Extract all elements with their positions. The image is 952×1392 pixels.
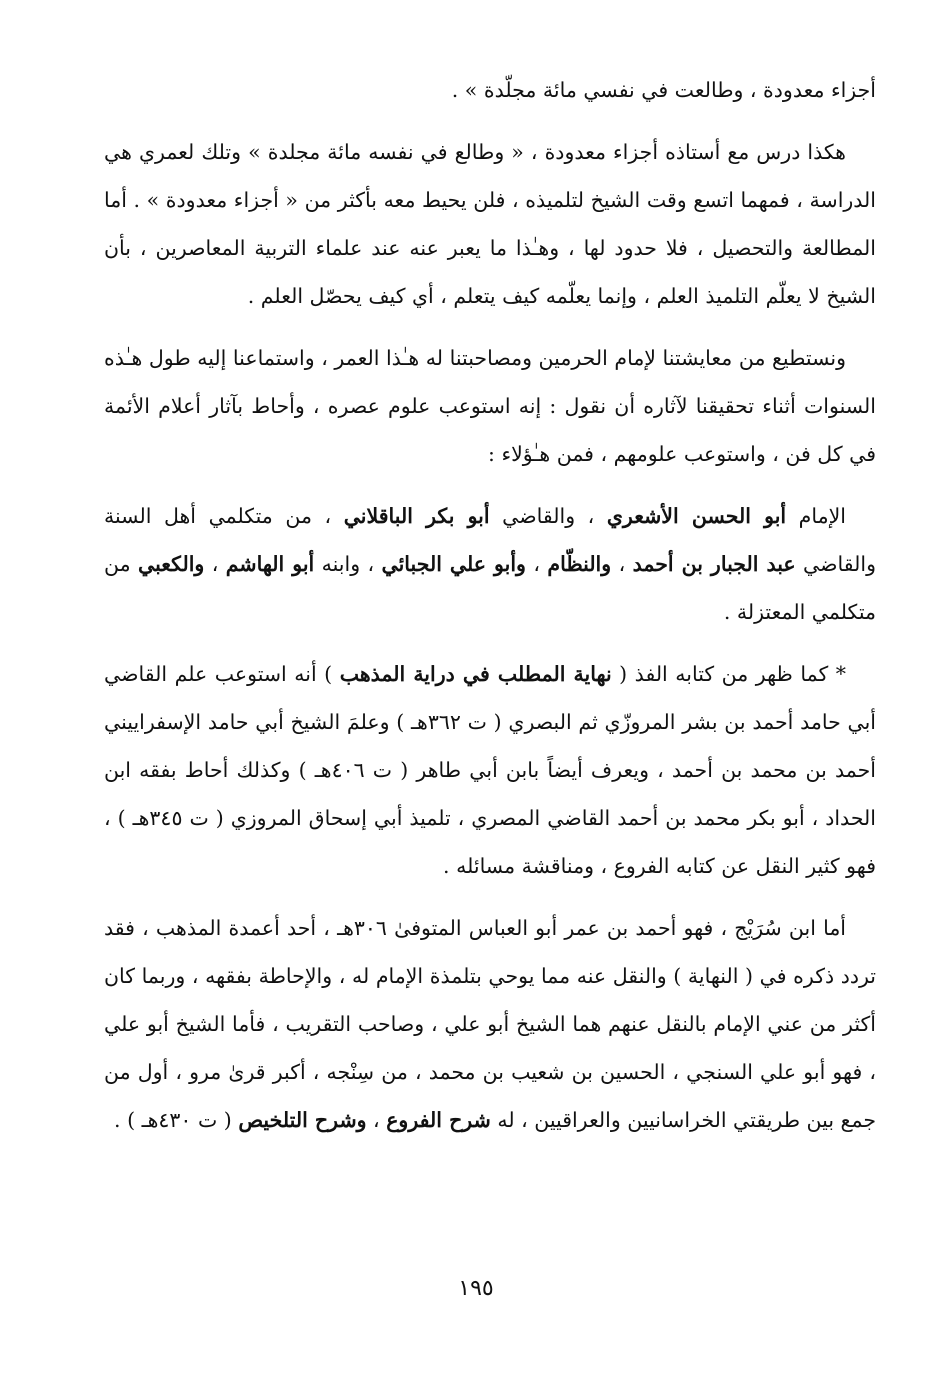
paragraph-text: ، والقاضي xyxy=(489,504,607,528)
paragraph-text: ، xyxy=(366,1108,387,1132)
page-number: ١٩٥ xyxy=(458,1276,494,1301)
book-title-bold: شرح الفروع xyxy=(386,1108,491,1132)
paragraph-text: ، xyxy=(525,552,548,576)
name-bold: والكعبي xyxy=(138,552,205,576)
paragraph-text: من متكلمي المعتزلة . xyxy=(104,552,876,624)
paragraph-text: * كما ظهر من كتابه الفذ ( xyxy=(611,662,846,686)
paragraph xyxy=(104,650,876,890)
paragraph-text: ، xyxy=(204,552,226,576)
paragraph xyxy=(104,492,876,636)
name-bold: عبد الجبار بن أحمد xyxy=(632,552,796,576)
paragraph xyxy=(104,334,876,478)
paragraph-text: ) أنه استوعب علم القاضي أبي حامد أحمد بن بشر المروزّي ثم البصري ( ت ٣٦٢هـ ) وعلمَ الشيخ أبي حامد الإسفراييني أحمد بن محمد بن أحمد ، ويعرف أيضاً بابن أبي طاهر ( ت ٤٠٦هـ ) وكذلك أحاط بفقه ابن الحداد ، أبو بكر محمد بن أحمد القاضي المصري ، تلميذ أبي إسحاق المروزي ( ت ٣٤٥هـ ) ، فهو كثير النقل عن كتابه الفروع ، ومناقشة مسائله . xyxy=(104,662,877,878)
paragraph-text: ، xyxy=(611,552,633,576)
page-body xyxy=(104,66,876,1158)
paragraph xyxy=(104,904,876,1144)
paragraph-text: أجزاء معدودة ، وطالعت في نفسي مائة مجلّدة » . xyxy=(451,78,876,102)
name-bold: أبو بكر الباقلاني xyxy=(343,504,490,528)
paragraph-text: ، من متكلمي أهل السنة والقاضي xyxy=(104,504,876,576)
name-bold: والنظّام xyxy=(547,552,612,576)
name-bold: أبو الهاشم xyxy=(225,552,315,576)
paragraph-text: ، وابنه xyxy=(314,552,382,576)
name-bold: أبو الحسن الأشعري xyxy=(606,504,787,528)
name-bold: وأبو علي الجبائي xyxy=(381,552,526,576)
paragraph-text: ونستطيع من معايشتنا لإمام الحرمين ومصاحبتنا له هـٰذا العمر ، واستماعنا إليه طول هـٰذه السنوات أثناء تحقيقنا لآثاره أن نقول : إنه استوعب علوم عصره ، وأحاط بآثار أعلام الأئمة في كل فن ، واستوعب علومهم ، فمن هـٰؤلاء : xyxy=(104,346,876,466)
paragraph-text: الإمام xyxy=(786,504,846,528)
book-title-bold: نهاية المطلب في دراية المذهب xyxy=(339,662,612,686)
paragraph xyxy=(104,66,876,114)
paragraph-text: هكذا درس مع أستاذه أجزاء معدودة ، « وطالع في نفسه مائة مجلدة » وتلك لعمري هي الدراسة ، فمهما اتسع وقت الشيخ لتلميذه ، فلن يحيط معه بأكثر من « أجزاء معدودة » . أما المطالعة والتحصيل ، فلا حدود لها ، وهـٰذا ما يعبر عنه عند علماء التربية المعاصرين ، بأن الشيخ لا يعلّم التلميذ العلم ، وإنما يعلّمه كيف يتعلم ، أي كيف يحصّل العلم . xyxy=(104,140,876,308)
book-title-bold: وشرح التلخيص xyxy=(238,1108,367,1132)
paragraph-text: ( ت ٤٣٠هـ ) . xyxy=(114,1108,239,1132)
paragraph xyxy=(104,128,876,320)
paragraph-text: أما ابن سُرَيْج ، فهو أحمد بن عمر أبو العباس المتوفىٰ ٣٠٦هـ ، أحد أعمدة المذهب ، فقد تردد ذكره في ( النهاية ) والنقل عنه مما يوحي بتلمذة الإمام له ، والإحاطة بفقهه ، وربما كان أكثر من عني الإمام بالنقل عنهم هما الشيخ أبو علي ، وصاحب التقريب ، فأما الشيخ أبو علي ، فهو أبو علي السنجي ، الحسين بن شعيب بن محمد ، من سِنْجه ، أكبر قرىٰ مرو ، أول من جمع بين طريقتي الخراسانيين والعراقيين ، له xyxy=(104,916,876,1132)
